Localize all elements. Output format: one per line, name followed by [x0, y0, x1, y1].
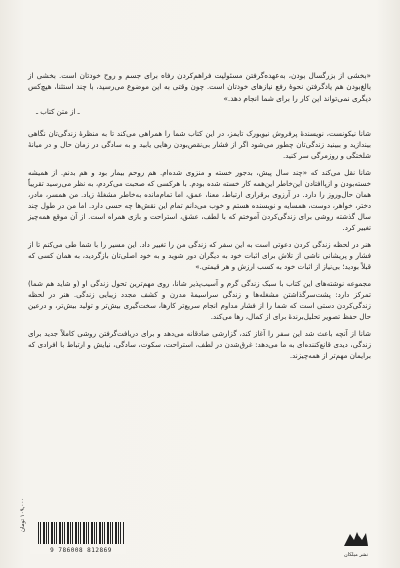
mountain-logo-icon	[342, 524, 370, 548]
description-paragraph-3: هنر در لحظه زندگی کردن دعوتی است به این سفر که زندگی من را تغییر داد. این مسیر را با شما طی می‌کنم تا از فشار و پریشانی ناشی از تلاش برای اثبات خود به دیگران دور شوید و به خود اصلی‌تان بازگردید، به همان کسی که قبلاً بودید؛ بی‌نیاز از اثبات خود به کسب ارزش و هر قیمتی.»	[28, 240, 371, 272]
barcode-icon	[38, 522, 124, 544]
back-cover-footer	[20, 497, 370, 558]
book-quote: «بخشی از بزرگسال بودن، به‌عهده‌گرفتن مسئولیت فراهم‌کردن رفاه برای جسم و روح خودتان است. بخشی از بالغ‌بودن هم یادگرفتن نحوهٔ رفع نیازهای خودتان است. چون وقتی به این موضوع می‌رسید، با چند استثنا، هیچ‌کس دیگری نمی‌تواند این کار را برای شما انجام دهد.»	[28, 71, 371, 103]
back-cover-text	[28, 70, 371, 367]
description-paragraph-2: شانا نقل می‌کند که «چند سال پیش، بدجور خسته و منزوی شده‌ام. هم روحم بیمار بود و هم بدنم. از همیشه خسته‌بودن و ازپاافتادن این‌خاطر این‌همه کار خسته شده بودم. با هرکسی که صحبت می‌کردم، به نظر می‌رسید تقریباً همان حال‌وروز را دارد. در آرزوی برقراری ارتباط، معنا، عمق، اما تمام‌مانده به‌خاطر مشغلهٔ زیاد. من همسر، مادر، دختر، خواهر، دوست، همسایه و نویسنده هستم و خوب می‌دانم تمام این نقش‌ها چه حسی دارد. اما من در طول چند سال گذشته روشی برای زندگی‌کردن آموختم که با لطف، عشق، استراحت و بازی همراه است. از آن موقع همه‌چیز تغییر کرد.	[28, 168, 371, 233]
barcode-block	[20, 497, 126, 554]
price-label: ۱۰۹,۰۰۰ تومان	[20, 497, 26, 532]
description-paragraph-5: شانا از آنچه باعث شد این سفر را آغاز کند، گزارشی صادقانه می‌دهد و برای دریافت‌گرفتن روشی کاملاً جدید برای زندگی، دیدی قانع‌کننده‌ای به ما می‌دهد: غرق‌شدن در لطف، استراحت، سکوت، سادگی، نیایش و ارتباط با افرادی که برایمان مهم‌تر از همه‌چیزند.	[28, 329, 371, 361]
isbn-number: 9 786008 812869	[50, 547, 112, 554]
description-paragraph-1: شانا نیکونست، نویسندهٔ پرفروش نیویورک تایمز، در این کتاب شما را همراهی می‌کند تا به منظرهٔ زندگی‌تان نگاهی بیندازید و ببینید زندگی‌تان چطور می‌شود اگر از فشار بی‌نقص‌بودن رهایی یابید و به سادگی در زمان حال و در میانهٔ شلختگی و روزمرگی سر کنید.	[28, 129, 371, 161]
quote-source: ـ از متن کتاب ـ	[36, 108, 80, 117]
description-paragraph-4: مجموعه نوشته‌های این کتاب با سبک زندگی گرم و آسیب‌پذیر شانا، روی مهم‌ترین تحول زندگی او (و شاید هم شما) تمرکز دارد: پشت‌سرگذاشتن مشغله‌ها و زندگی سراسیمهٔ مدرن و کشف مجدد زیبایی زندگی. هنر در لحظه زندگی‌کردن دستی است که شما را از فشار مداوم انجام سریع‌تر کارها، سخت‌گیری بیش‌تر و تولید بیش‌تر، و درعین حال حفظ تصویر تحلیل‌برندهٔ برای از کمال، رها می‌کند.	[28, 279, 371, 322]
publisher-name: نشر میلکان	[344, 552, 368, 558]
publisher-logo	[342, 524, 370, 558]
